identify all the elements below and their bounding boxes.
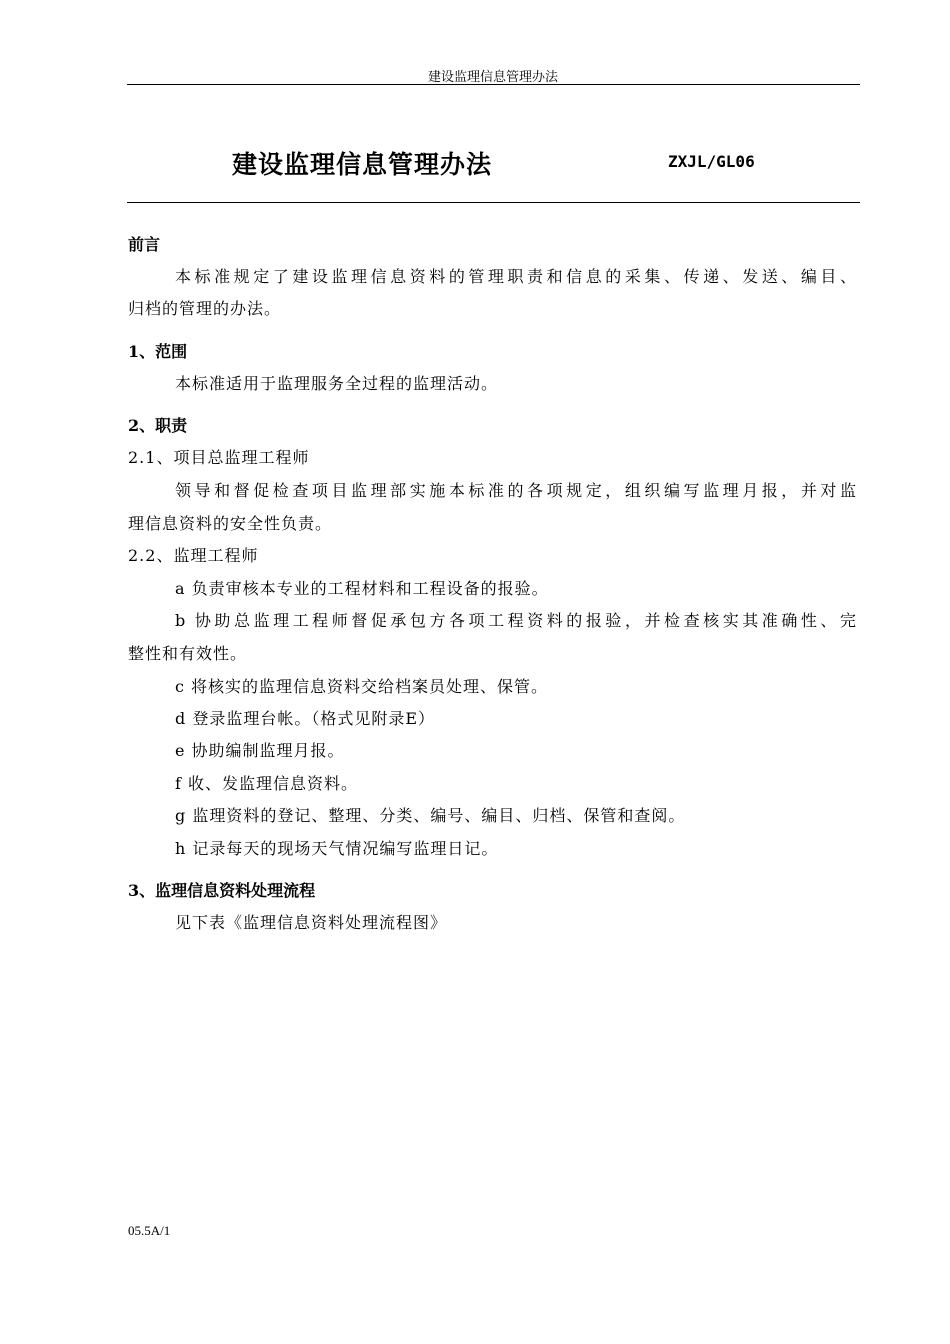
- section-1-heading: 1、范围: [128, 342, 188, 361]
- header-rule: [127, 84, 860, 85]
- section-3-heading: 3、监理信息资料处理流程: [128, 881, 316, 900]
- item-g: g 监理资料的登记、整理、分类、编号、编目、归档、保管和查阅。: [175, 806, 686, 825]
- preface-line-1: 本标准规定了建设监理信息资料的管理职责和信息的采集、传递、发送、编目、: [175, 267, 857, 286]
- item-d: d 登录监理台帐。（格式见附录E）: [175, 709, 436, 728]
- preface-heading: 前言: [128, 235, 161, 254]
- item-c: c 将核实的监理信息资料交给档案员处理、保管。: [175, 677, 549, 696]
- section-2-1-line-1: 领导和督促检查项目监理部实施本标准的各项规定，组织编写监理月报，并对监: [175, 481, 857, 500]
- item-e: e 协助编制监理月报。: [175, 741, 345, 760]
- section-2-2-heading: 2.2、监理工程师: [128, 546, 259, 565]
- item-f: f 收、发监理信息资料。: [175, 774, 359, 793]
- document-title: 建设监理信息管理办法: [232, 150, 493, 179]
- preface-line-2: 归档的管理的办法。: [128, 299, 282, 318]
- footer-code: 05.5A/1: [128, 1223, 171, 1238]
- section-2-1-heading: 2.1、项目总监理工程师: [128, 448, 310, 467]
- section-2-1-line-2: 理信息资料的安全性负责。: [128, 514, 333, 533]
- section-3-text: 见下表《监理信息资料处理流程图》: [175, 913, 448, 932]
- document-code: ZXJL/GL06: [668, 152, 755, 171]
- running-header: 建设监理信息管理办法: [427, 70, 558, 85]
- item-h: h 记录每天的现场天气情况编写监理日记。: [175, 839, 499, 858]
- item-a: a 负责审核本专业的工程材料和工程设备的报验。: [175, 579, 549, 598]
- item-b-line-2: 整性和有效性。: [128, 644, 248, 663]
- item-b-line-1: b 协助总监理工程师督促承包方各项工程资料的报验，并检查核实其准确性、完: [175, 611, 857, 630]
- section-1-text: 本标准适用于监理服务全过程的监理活动。: [175, 374, 499, 393]
- section-2-heading: 2、职责: [128, 416, 188, 435]
- title-rule: [127, 202, 860, 203]
